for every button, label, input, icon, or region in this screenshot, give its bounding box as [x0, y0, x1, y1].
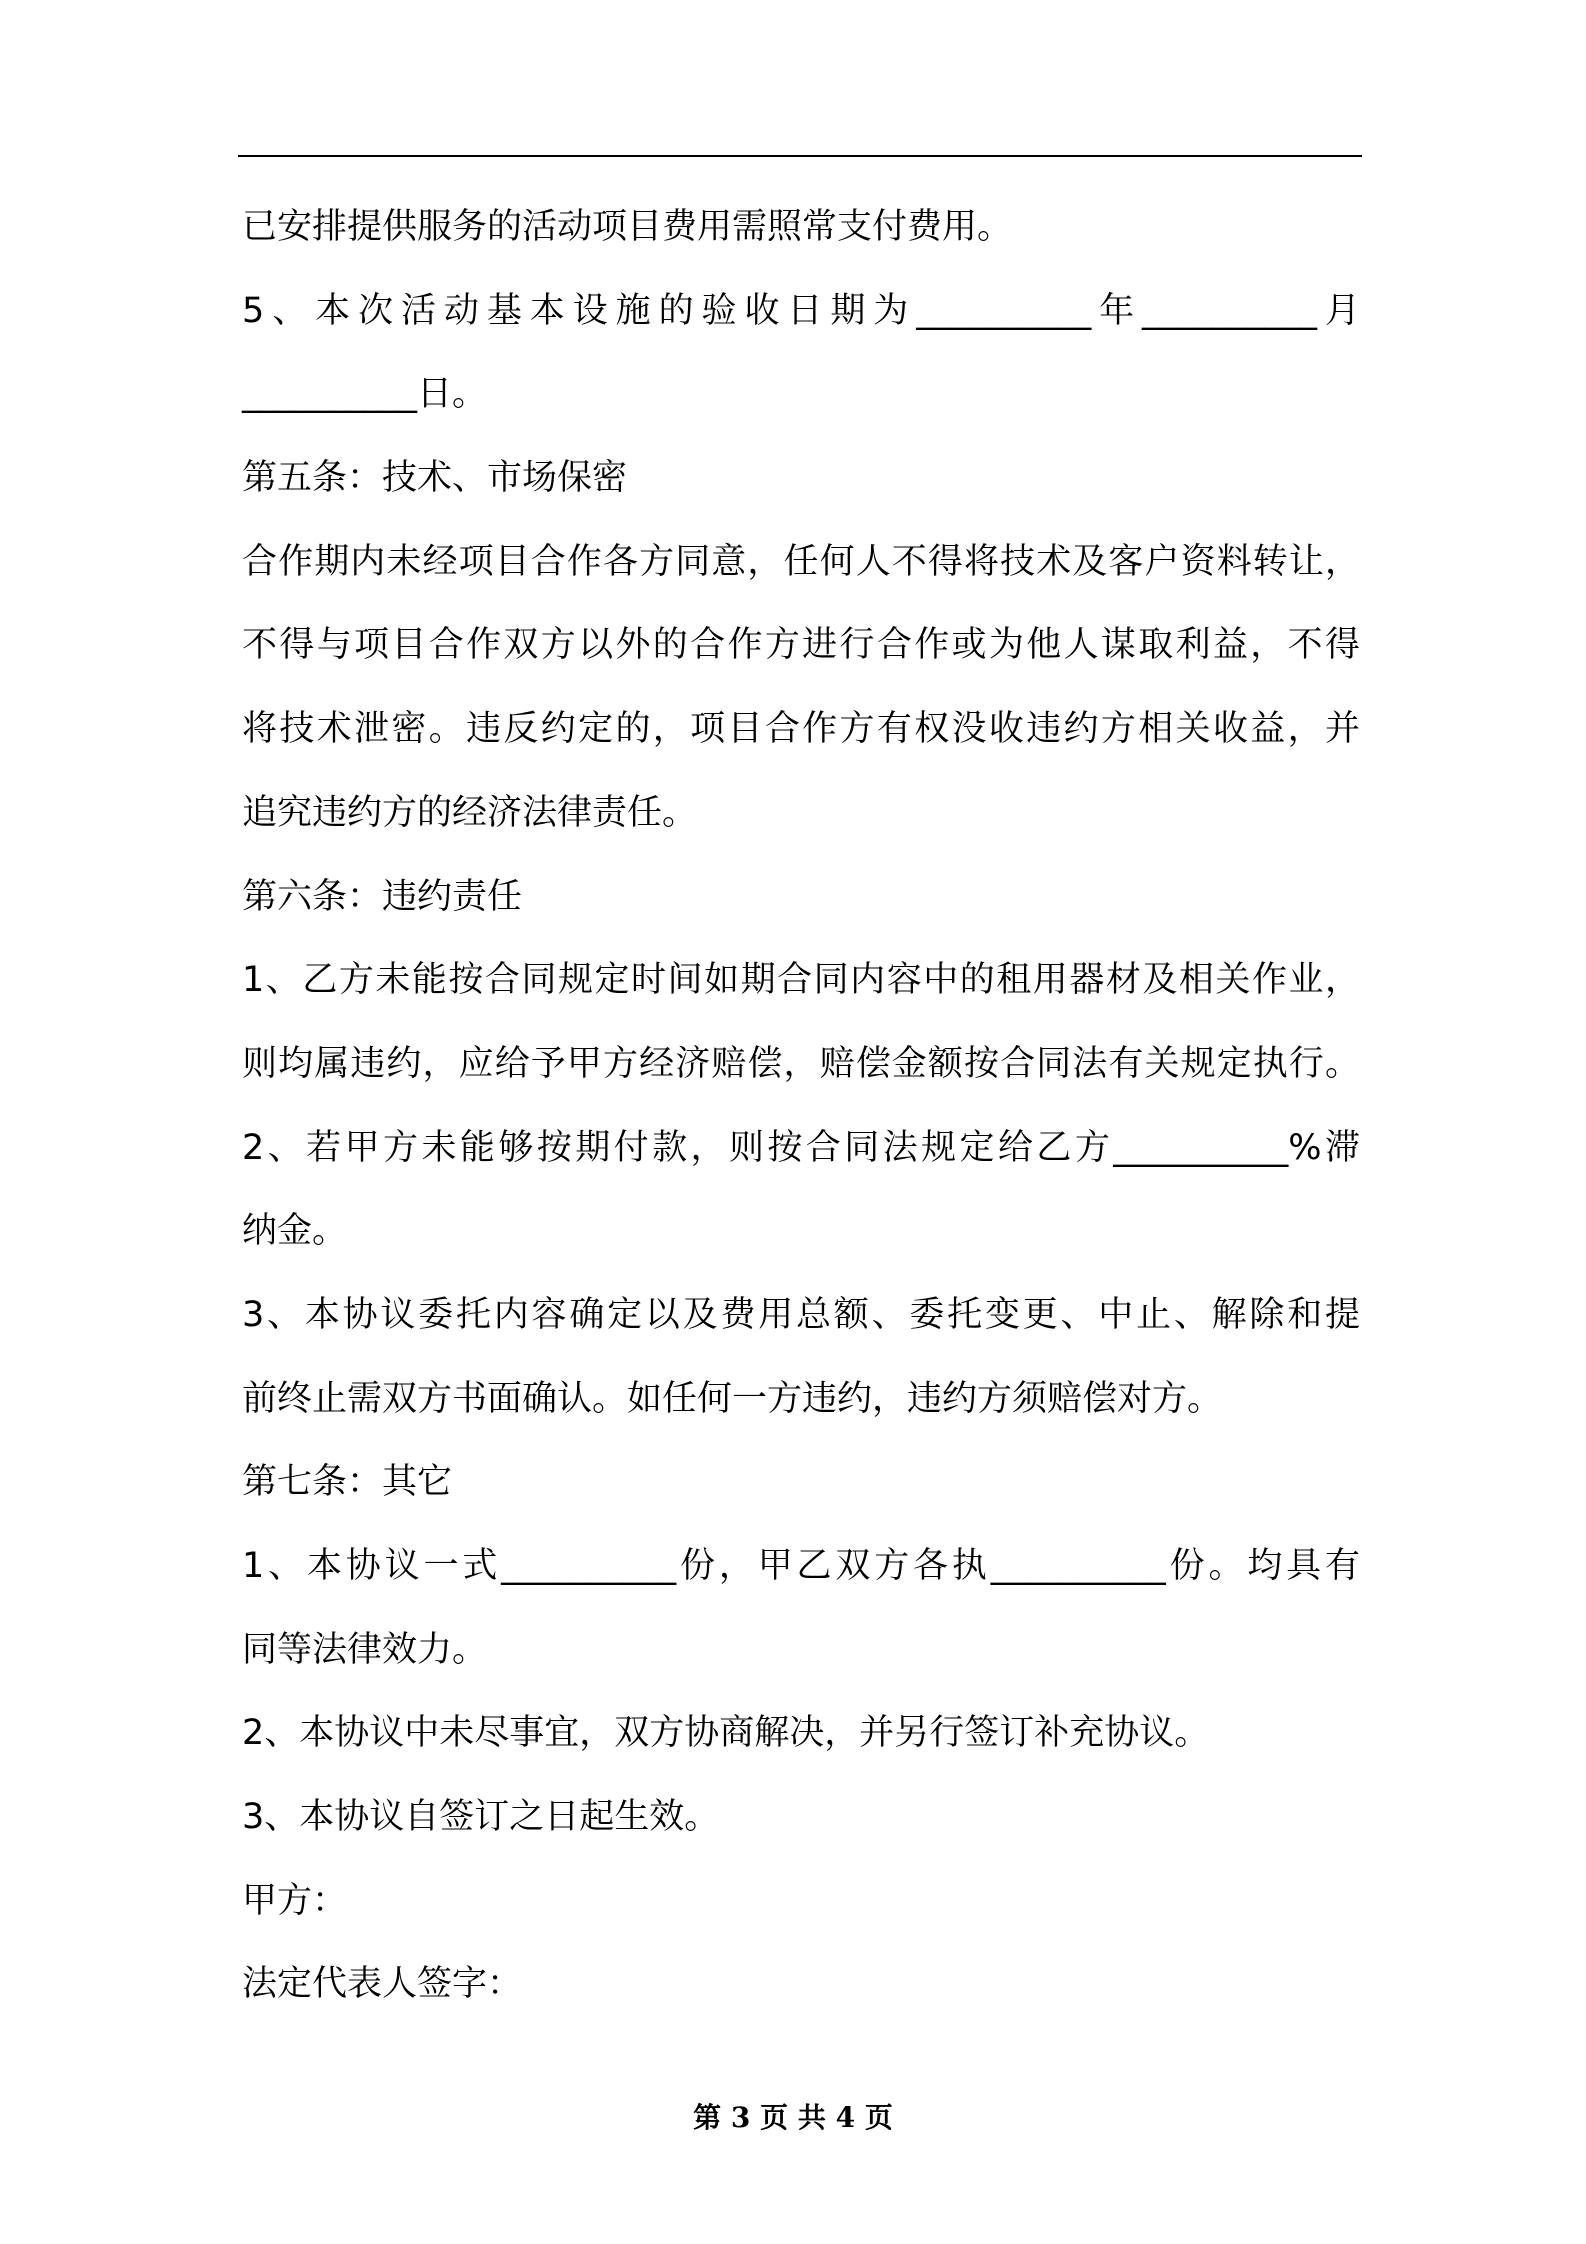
acceptance-date-line-end: __________日。 [242, 374, 488, 415]
copies-line: 1、本协议一式__________份，甲乙双方各执__________份。均具有 [242, 1546, 1360, 1586]
body-line: 同等法律效力。 [242, 1629, 488, 1670]
body-line: 则均属违约，应给予甲方经济赔偿，赔偿金额按合同法有关规定执行。 [242, 1043, 1360, 1084]
body-line: 不得与项目合作双方以外的合作方进行合作或为他人谋取利益，不得 [242, 625, 1360, 666]
legal-representative-signature-label: 法定代表人签字： [242, 1964, 523, 2005]
body-line: 将技术泄密。违反约定的，项目合作方有权没收违约方相关收益，并 [242, 709, 1360, 750]
section-heading-5: 第五条：技术、市场保密 [242, 458, 628, 499]
body-line: 合作期内未经项目合作各方同意，任何人不得将技术及客户资料转让， [242, 541, 1360, 582]
party-a-label: 甲方： [242, 1880, 348, 1921]
body-line: 前终止需双方书面确认。如任何一方违约，违约方须赔偿对方。 [242, 1378, 1223, 1419]
section-heading-6: 第六条：违约责任 [242, 876, 523, 917]
late-fee-line: 2、若甲方未能够按期付款，则按合同法规定给乙方__________%滞 [242, 1127, 1360, 1168]
body-line: 追究违约方的经济法律责任。 [242, 792, 698, 833]
header-rule [238, 155, 1362, 157]
body-line: 纳金。 [242, 1211, 348, 1252]
body-line: 1、乙方未能按合同规定时间如期合同内容中的租用器材及相关作业， [242, 960, 1360, 1001]
body-line: 3、本协议委托内容确定以及费用总额、委托变更、中止、解除和提 [242, 1294, 1360, 1335]
body-line: 2、本协议中未尽事宜，双方协商解决，并另行签订补充协议。 [242, 1713, 1210, 1754]
body-line: 3、本协议自签订之日起生效。 [242, 1797, 720, 1838]
section-heading-7: 第七条：其它 [242, 1462, 453, 1503]
page-number: 第 3 页 共 4 页 [693, 2101, 893, 2134]
acceptance-date-line: 5、本次活动基本设施的验收日期为__________年__________月 [242, 290, 1360, 331]
document-body [242, 186, 1360, 2027]
body-line: 已安排提供服务的活动项目费用需照常支付费用。 [242, 207, 1013, 247]
